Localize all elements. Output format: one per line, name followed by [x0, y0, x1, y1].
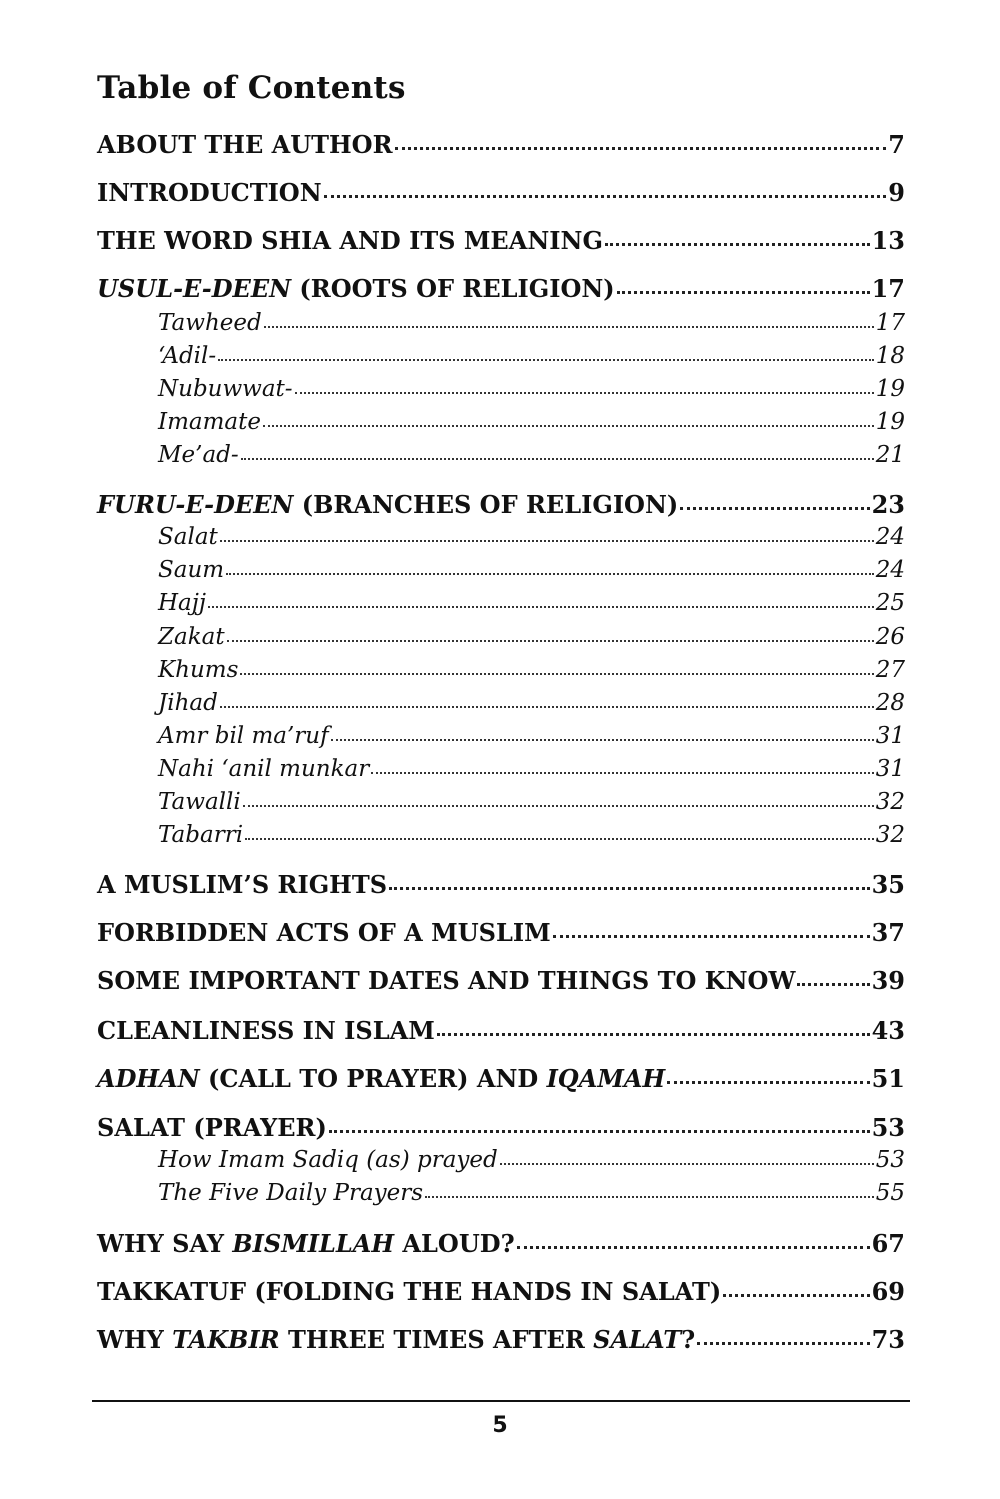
dot-leader [437, 1033, 870, 1036]
dot-leader [245, 838, 874, 840]
toc-page-number: 43 [871, 1016, 905, 1045]
toc-page-number: 35 [871, 870, 905, 899]
toc-entry-title [158, 1147, 498, 1173]
toc-entry-title-part: Khums [158, 657, 239, 683]
toc-entry-title [97, 226, 603, 255]
toc-entry-title [97, 1325, 695, 1354]
toc-entry-title [158, 343, 216, 369]
toc-entry-title-part: The Five Daily Prayers [158, 1180, 424, 1206]
toc-page-number: 73 [871, 1325, 905, 1354]
dot-leader [331, 739, 874, 741]
toc-subentry[interactable] [158, 789, 905, 815]
toc-page-number: 17 [871, 274, 905, 303]
toc-entry-title-part: USUL-E-DEEN [97, 274, 292, 303]
toc-subentry[interactable] [158, 723, 905, 749]
toc-subentry[interactable] [158, 409, 905, 435]
toc-entry[interactable] [97, 274, 905, 303]
toc-subentry[interactable] [158, 524, 905, 550]
toc-entry-title [158, 822, 243, 848]
dot-leader [723, 1294, 869, 1297]
toc-page-number: 53 [875, 1147, 905, 1173]
toc-entry[interactable] [97, 966, 905, 995]
toc-subentry[interactable] [158, 557, 905, 583]
toc-entry-title [97, 1016, 435, 1045]
toc-entry-title [97, 130, 393, 159]
toc-entry-title-part: FURU-E-DEEN [97, 490, 294, 519]
toc-entry-title-part: TAKBIR [172, 1325, 280, 1354]
toc-entry[interactable] [97, 1325, 905, 1354]
toc-entry[interactable] [97, 1016, 905, 1045]
toc-page-number: 25 [875, 590, 905, 616]
toc-page-number: 23 [871, 490, 905, 519]
toc-subentry[interactable] [158, 310, 905, 336]
toc-entry-title [97, 1229, 515, 1258]
toc-subentry[interactable] [158, 624, 905, 650]
toc-entry-title [158, 657, 238, 683]
toc-page-number: 21 [875, 442, 905, 468]
dot-leader [395, 147, 887, 150]
toc-entry-title-part: (CALL TO PRAYER) AND [199, 1064, 547, 1093]
dot-leader [324, 195, 887, 198]
toc-subentry[interactable] [158, 1180, 905, 1206]
toc-heading: Table of Contents [97, 70, 406, 106]
dot-leader [241, 458, 874, 460]
toc-entry-title-part: A MUSLIM’S RIGHTS [97, 870, 388, 899]
toc-entry-title-part: (BRANCHES OF RELIGION) [293, 490, 679, 519]
toc-entry-title [158, 409, 261, 435]
toc-entry-title [158, 310, 262, 336]
toc-entry-title-part: WHY SAY [97, 1229, 233, 1258]
toc-entry-title-part: ‘Adil- [158, 343, 217, 369]
toc-subentry[interactable] [158, 690, 905, 716]
toc-subentry[interactable] [158, 442, 905, 468]
dot-leader [329, 1130, 870, 1133]
toc-entry-title-part: (ROOTS OF RELIGION) [291, 274, 615, 303]
toc-entry[interactable] [97, 130, 905, 159]
toc-entry-title [158, 756, 369, 782]
toc-entry-title-part: Zakat [158, 624, 225, 650]
toc-entry-title-part: SALAT [593, 1325, 682, 1354]
toc-subentry[interactable] [158, 343, 905, 369]
toc-entry[interactable] [97, 490, 905, 519]
dot-leader [425, 1196, 874, 1198]
toc-subentry[interactable] [158, 1147, 905, 1173]
toc-subentry[interactable] [158, 756, 905, 782]
toc-entry-title-part: Tawalli [158, 789, 241, 815]
toc-entry-title [97, 1064, 665, 1093]
toc-page-number: 31 [875, 723, 905, 749]
toc-page-number: 18 [875, 343, 905, 369]
toc-entry-title [158, 524, 218, 550]
toc-entry[interactable] [97, 870, 905, 899]
toc-entry-title [158, 557, 224, 583]
toc-page-number: 69 [871, 1277, 905, 1306]
dot-leader [220, 540, 874, 542]
dot-leader [697, 1342, 869, 1345]
toc-page-number: 19 [875, 409, 905, 435]
toc-entry-title-part: Nahi ‘anil munkar [158, 756, 370, 782]
toc-entry-title-part: Hajj [158, 590, 207, 616]
toc-entry-title [97, 918, 551, 947]
toc-entry-title-part: Tawheed [158, 310, 262, 336]
toc-entry[interactable] [97, 226, 905, 255]
toc-subentry[interactable] [158, 376, 905, 402]
toc-entry-title [97, 490, 678, 519]
toc-page-number: 53 [871, 1113, 905, 1142]
toc-entry-title [158, 789, 241, 815]
toc-subentry[interactable] [158, 590, 905, 616]
toc-page-number: 31 [875, 756, 905, 782]
toc-entry-title-part: TAKKATUF (FOLDING THE HANDS IN SALAT) [97, 1277, 722, 1306]
toc-entry-title-part: WHY [97, 1325, 173, 1354]
dot-leader [371, 772, 873, 774]
toc-entry[interactable] [97, 918, 905, 947]
toc-entry-title-part: SALAT (PRAYER) [97, 1113, 327, 1142]
footer-rule [92, 1400, 910, 1402]
toc-entry-title [97, 1277, 721, 1306]
toc-entry-title [97, 178, 322, 207]
toc-entry-title [158, 1180, 423, 1206]
toc-page-number: 67 [871, 1229, 905, 1258]
toc-page-number: 13 [871, 226, 905, 255]
toc-page-number: 26 [875, 624, 905, 650]
toc-entry-title-part: BISMILLAH [232, 1229, 395, 1258]
toc-entry[interactable] [97, 1064, 905, 1093]
toc-entry[interactable] [97, 1229, 905, 1258]
toc-page-number: 17 [875, 310, 905, 336]
dot-leader [295, 392, 874, 394]
toc-entry-title [158, 690, 218, 716]
toc-page-number: 19 [875, 376, 905, 402]
toc-entry-title [158, 376, 293, 402]
toc-entry-title-part: Salat [158, 524, 218, 550]
toc-page-number: 28 [875, 690, 905, 716]
toc-entry-title-part: Tabarri [158, 822, 244, 848]
toc-entry-title [97, 870, 387, 899]
toc-page-number: 55 [875, 1180, 905, 1206]
dot-leader [263, 425, 874, 427]
toc-entry-title-part: THE WORD SHIA AND ITS MEANING [97, 226, 603, 255]
toc-entry-title-part: Amr bil ma’ruf [158, 723, 329, 749]
toc-entry-title [97, 1113, 327, 1142]
toc-entry-title-part: SOME IMPORTANT DATES AND THINGS TO KNOW [97, 966, 796, 995]
toc-entry-title-part: Nubuwwat- [158, 376, 293, 402]
toc-entry-title-part: THREE TIMES AFTER [279, 1325, 594, 1354]
dot-leader [227, 640, 874, 642]
toc-page-number: 27 [875, 657, 905, 683]
dot-leader [553, 935, 870, 938]
dot-leader [500, 1163, 874, 1165]
toc-entry-title-part: ADHAN [97, 1064, 200, 1093]
dot-leader [617, 291, 870, 294]
dot-leader [226, 573, 874, 575]
toc-entry-title-part: INTRODUCTION [97, 178, 322, 207]
toc-page-number: 32 [875, 789, 905, 815]
dot-leader [220, 706, 874, 708]
toc-entry-title [158, 442, 239, 468]
toc-entry-title-part: Jihad [158, 690, 218, 716]
toc-page-number: 24 [875, 557, 905, 583]
dot-leader [797, 983, 869, 986]
dot-leader [517, 1246, 870, 1249]
toc-entry[interactable] [97, 1113, 905, 1142]
dot-leader [667, 1081, 869, 1084]
dot-leader [264, 326, 874, 328]
toc-page-number: 9 [888, 178, 905, 207]
toc-page-number: 32 [875, 822, 905, 848]
toc-entry[interactable] [97, 1277, 905, 1306]
dot-leader [218, 359, 874, 361]
toc-entry[interactable] [97, 178, 905, 207]
toc-page-number: 39 [871, 966, 905, 995]
toc-entry-title-part: IQAMAH [546, 1064, 666, 1093]
toc-entry-title-part: Imamate [158, 409, 261, 435]
toc-entry-title [158, 624, 225, 650]
dot-leader [389, 887, 870, 890]
dot-leader [680, 507, 869, 510]
toc-entry-title-part: ? [681, 1325, 696, 1354]
toc-entry-title [97, 274, 615, 303]
dot-leader [208, 606, 874, 608]
toc-page-number: 51 [871, 1064, 905, 1093]
toc-entry-title-part: FORBIDDEN ACTS OF A MUSLIM [97, 918, 551, 947]
toc-page-number: 24 [875, 524, 905, 550]
dot-leader [243, 805, 874, 807]
toc-entry-title [158, 723, 329, 749]
toc-entry-title [158, 590, 206, 616]
toc-entry-title-part: Me’ad- [158, 442, 239, 468]
toc-entry-title-part: ALOUD? [394, 1229, 515, 1258]
toc-entry-title-part: How Imam Sadiq (as) prayed [158, 1147, 498, 1173]
toc-subentry[interactable] [158, 657, 905, 683]
toc-entry-title-part: ABOUT THE AUTHOR [97, 130, 393, 159]
toc-subentry[interactable] [158, 822, 905, 848]
toc-page-number: 37 [871, 918, 905, 947]
dot-leader [605, 243, 870, 246]
toc-page-number: 7 [888, 130, 905, 159]
page-number: 5 [492, 1413, 508, 1438]
dot-leader [240, 673, 873, 675]
toc-entry-title-part: CLEANLINESS IN ISLAM [97, 1016, 435, 1045]
toc-entry-title [97, 966, 795, 995]
toc-entry-title-part: Saum [158, 557, 225, 583]
